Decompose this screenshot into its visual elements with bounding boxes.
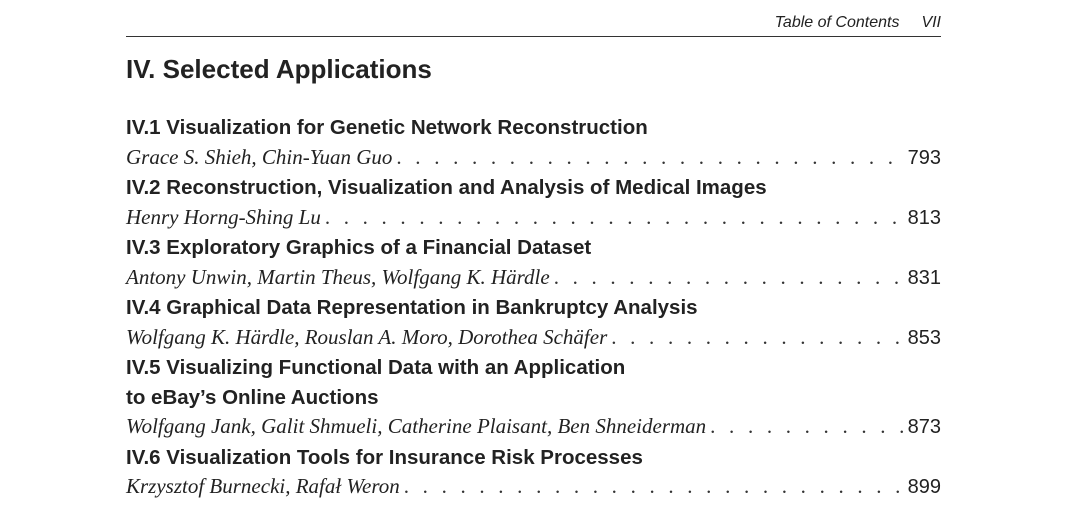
running-head-label: Table of Contents <box>774 14 900 31</box>
toc-entry[interactable] <box>126 443 941 503</box>
toc-entry[interactable] <box>126 173 941 233</box>
entry-authors: Henry Horng-Shing Lu <box>126 204 321 229</box>
entry-author-line <box>126 412 941 443</box>
entry-page-number[interactable]: 831 <box>907 266 941 289</box>
toc-entry[interactable] <box>126 233 941 293</box>
dot-leader <box>404 472 904 502</box>
entry-page-number[interactable]: 793 <box>907 146 941 169</box>
entry-title[interactable]: IV.4 Graphical Data Representation in Bankruptcy Analysis <box>126 296 698 319</box>
entry-title[interactable]: to eBay’s Online Auctions <box>126 385 379 409</box>
entry-authors: Wolfgang K. Härdle, Rouslan A. Moro, Dorothea Schäfer <box>126 324 608 349</box>
dot-leader <box>611 323 903 353</box>
entry-author-line <box>126 472 941 503</box>
entry-author-line <box>126 323 941 354</box>
entry-page-number[interactable]: 853 <box>907 326 941 349</box>
entry-page-number[interactable]: 813 <box>907 206 941 229</box>
entry-title[interactable]: IV.5 Visualizing Functional Data with an Application <box>126 356 626 379</box>
entry-authors: Grace S. Shieh, Chin-Yuan Guo <box>126 144 393 169</box>
entry-author-line <box>126 263 941 294</box>
toc-page <box>126 0 941 526</box>
entry-page-number[interactable]: 873 <box>907 416 941 438</box>
entry-authors: Wolfgang Jank, Galit Shmueli, Catherine Plaisant, Ben Shneiderman <box>126 414 707 438</box>
dot-leader <box>396 143 903 173</box>
toc-entry[interactable] <box>126 353 941 443</box>
entry-authors: Krzysztof Burnecki, Rafał Weron <box>126 474 400 498</box>
dot-leader <box>554 263 904 293</box>
entry-title[interactable]: IV.6 Visualization Tools for Insurance Risk Processes <box>126 445 643 469</box>
running-head-page-number: VII <box>921 14 941 31</box>
entry-title[interactable]: IV.3 Exploratory Graphics of a Financial Dataset <box>126 236 592 259</box>
running-head <box>126 12 941 37</box>
entry-author-line <box>126 203 941 234</box>
entry-title[interactable]: IV.2 Reconstruction, Visualization and Analysis of Medical Images <box>126 176 767 199</box>
dot-leader <box>710 412 903 442</box>
toc-entry[interactable] <box>126 113 941 173</box>
entry-authors: Antony Unwin, Martin Theus, Wolfgang K. Härdle <box>126 264 550 289</box>
section-title: IV. Selected Applications <box>126 54 432 84</box>
toc-entry[interactable] <box>126 293 941 353</box>
entry-title[interactable]: IV.1 Visualization for Genetic Network Reconstruction <box>126 116 648 139</box>
entry-page-number[interactable]: 899 <box>907 476 941 498</box>
dot-leader <box>325 203 904 233</box>
entry-author-line <box>126 143 941 174</box>
toc-entries <box>126 113 941 503</box>
